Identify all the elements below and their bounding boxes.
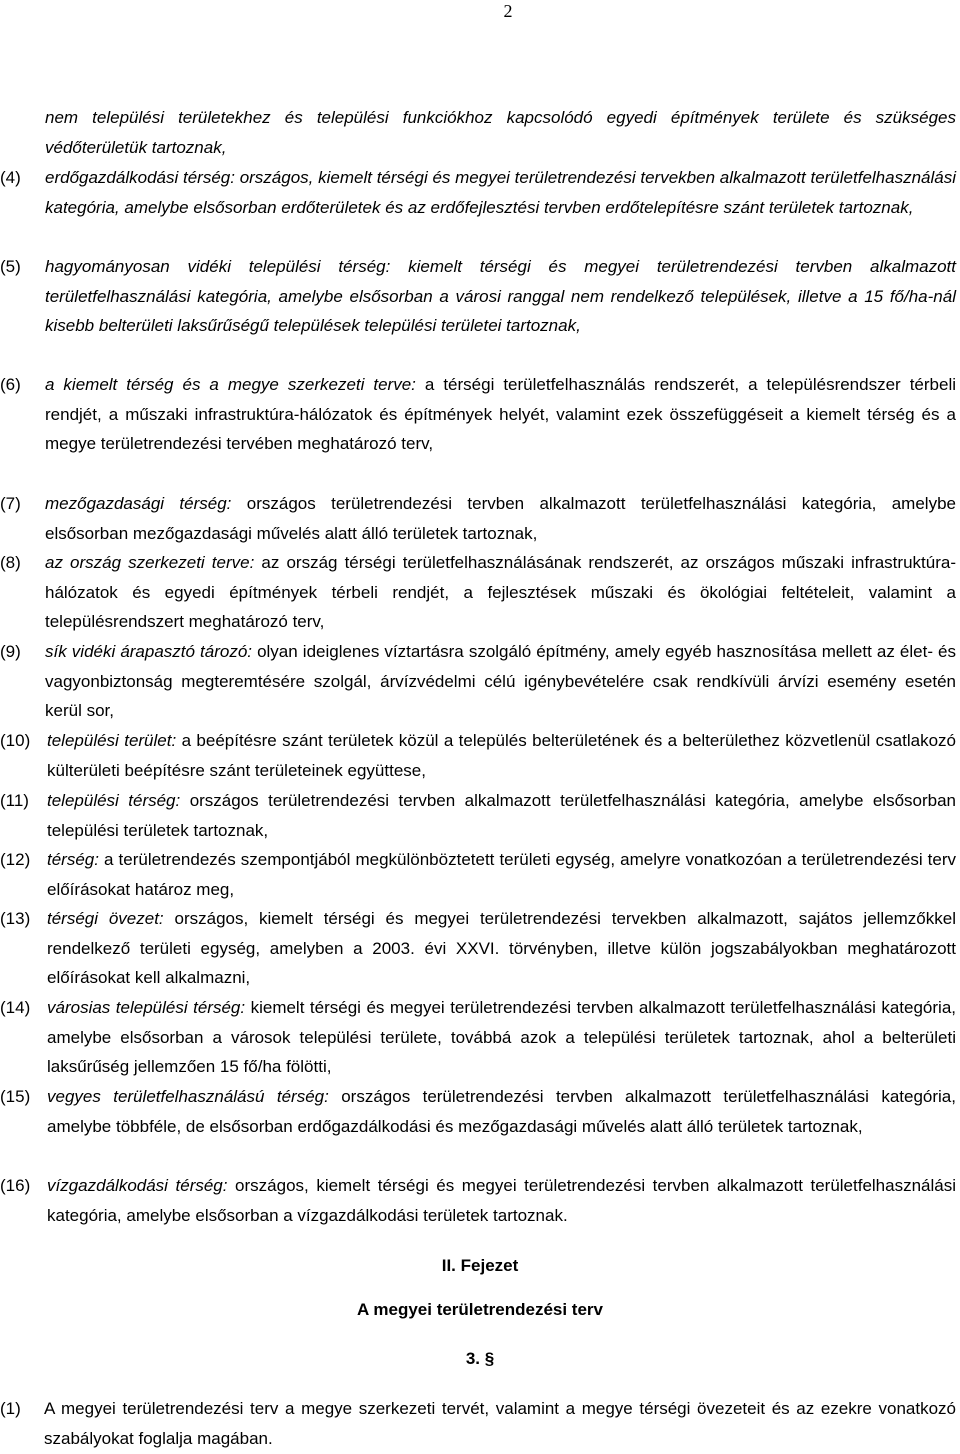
definition-text: a beépítésre szánt területek közül a település belterületének és a belterülethez közvetlenül csatlakozó külterületi beépítésre szánt területeinek együttese, bbox=[47, 731, 956, 780]
section-number: 3. § bbox=[465, 1349, 495, 1368]
definition-paragraph bbox=[0, 904, 960, 993]
paragraph-number: (9) bbox=[0, 642, 21, 661]
definition-text: országos, kiemelt térségi és megyei területrendezési tervben alkalmazott területfelhasználási kategória, amelybe elsősorban a vízgazdálkodási területek tartoznak. bbox=[47, 1176, 957, 1225]
definition-text: kiemelt térségi és megyei területrendezési tervben alkalmazott területfelhasználási kategória, amelybe elsősorban a városok települési területe, továbbá azok a települési területek tartoznak, ahol a belterületi laksűrűség jellemzően 15 fő/ha fölötti, bbox=[47, 998, 956, 1076]
paragraph-number: (6) bbox=[0, 375, 21, 394]
paragraph-body bbox=[45, 252, 956, 341]
paragraph-number: (10) bbox=[0, 731, 31, 750]
final-paragraph bbox=[0, 1394, 960, 1453]
paragraph-body bbox=[47, 993, 956, 1082]
paragraph-body bbox=[47, 845, 956, 904]
defined-term: mezőgazdasági térség: bbox=[45, 494, 232, 513]
paragraph-number: (1) bbox=[0, 1399, 21, 1418]
paragraph-text: A megyei területrendezési terv a megye szerkezeti tervét, valamint a megye térségi övezeteit és az ezekre vonatkozó szabályokat foglalja magában. bbox=[44, 1399, 956, 1448]
defined-term: vízgazdálkodási térség: bbox=[47, 1176, 228, 1195]
paragraph-body bbox=[47, 904, 956, 993]
definition-paragraph bbox=[0, 993, 960, 1082]
definition-text: országos, kiemelt térségi és megyei területrendezési tervekben alkalmazott, sajátos jellemzőkkel rendelkező területi egység, amelyben a 2003. évi XXVI. törvényben, illetve külön jogszabályokban meghatározott előírásokat kell alkalmazni, bbox=[47, 909, 956, 987]
paragraph-body bbox=[47, 726, 956, 785]
paragraph-number: (15) bbox=[0, 1087, 31, 1106]
paragraph-number: (4) bbox=[0, 168, 21, 187]
paragraph-body bbox=[47, 1171, 956, 1230]
paragraph-body bbox=[45, 103, 956, 162]
paragraph-number: (8) bbox=[0, 553, 21, 572]
defined-term: városias települési térség: bbox=[47, 998, 246, 1017]
definition-text: országos területrendezési tervben alkalmazott területfelhasználási kategória, amelybe elsősorban települési területek tartoznak, bbox=[47, 791, 957, 840]
paragraph-number: (16) bbox=[0, 1176, 31, 1195]
defined-term: vegyes területfelhasználású térség: bbox=[47, 1087, 329, 1106]
defined-term: települési terület: bbox=[47, 731, 177, 750]
definition-text: a területrendezés szempontjából megkülönböztetett területi egység, amelyre vonatkozóan a területrendezési terv előírásokat határoz meg, bbox=[47, 850, 956, 899]
paragraph-number: (13) bbox=[0, 909, 31, 928]
definition-paragraph bbox=[0, 163, 960, 222]
paragraph-body bbox=[45, 163, 956, 222]
defined-term: sík vidéki árapasztó tározó: bbox=[45, 642, 253, 661]
definition-text: országos területrendezési tervben alkalmazott területfelhasználási kategória, amelybe többféle, de elsősorban erdőgazdálkodási és mezőgazdasági művelés alatt álló területek tartoznak, bbox=[47, 1087, 956, 1136]
paragraph-number: (5) bbox=[0, 257, 21, 276]
paragraph-number: (7) bbox=[0, 494, 21, 513]
page-number: 2 bbox=[503, 1, 513, 21]
definition-paragraph bbox=[0, 786, 960, 845]
definition-paragraph bbox=[0, 1082, 960, 1141]
defined-term: települési térség: bbox=[47, 791, 181, 810]
definition-paragraph bbox=[0, 370, 960, 459]
definition-paragraph bbox=[0, 845, 960, 904]
paragraph-body bbox=[47, 1082, 956, 1141]
definition-paragraph bbox=[0, 726, 960, 785]
definition-text: a térségi területfelhasználás rendszerét, a településrendszer térbeli rendjét, a műszaki infrastruktúra-hálózatok és építmények helyét, valamint ezek összefüggéseit a kiemelt térség és a megye területrendezési tervében meghatározó terv, bbox=[45, 375, 956, 453]
definition-text: az ország térségi területfelhasználásának rendszerét, az országos műszaki infrastruktúra-hálózatok és egyedi építmények térbeli rendjét, a fejlesztések műszaki és ökológiai feltételeit, valamint a településrendszert meghatározó terv, bbox=[45, 553, 956, 631]
definition-paragraph bbox=[0, 1171, 960, 1230]
definition-paragraph bbox=[0, 548, 960, 637]
definition-paragraph bbox=[0, 103, 960, 162]
defined-term: a kiemelt térség és a megye szerkezeti terve: bbox=[45, 375, 416, 394]
defined-term: térség: bbox=[47, 850, 99, 869]
defined-term: nem települési területekhez és települési funkciókhoz kapcsolódó egyedi építmények területe és szükséges védőterületük tartoznak, bbox=[45, 108, 956, 157]
chapter-title: A megyei területrendezési terv bbox=[357, 1300, 603, 1319]
definition-text: olyan ideiglenes víztartásra szolgáló építmény, amely egyéb hasznosítása mellett az élet- és vagyonbiztonság megteremtésére szolgál, árvízvédelmi célú igénybevételére csak rendkívüli árvízi esemény esetén kerül sor, bbox=[45, 642, 956, 720]
paragraph-body bbox=[47, 786, 956, 845]
definition-paragraph bbox=[0, 637, 960, 726]
definition-paragraph bbox=[0, 489, 960, 548]
paragraph-number: (14) bbox=[0, 998, 31, 1017]
paragraph-body bbox=[45, 637, 956, 726]
paragraph-body bbox=[45, 370, 956, 459]
chapter-number: II. Fejezet bbox=[441, 1256, 519, 1275]
defined-term: térségi övezet: bbox=[47, 909, 164, 928]
paragraph-body bbox=[45, 489, 956, 548]
definition-paragraph bbox=[0, 252, 960, 341]
defined-term: hagyományosan vidéki települési térség: kiemelt térségi és megyei területrendezési tervben alkalmazott területfelhasználási kategória, amelybe elsősorban a városi ranggal nem rendelkező települések, illetve a 15 fő/ha-nál kisebb belterületi laksűrűségű települések települési területei tartoznak, bbox=[45, 257, 956, 335]
paragraph-number: (12) bbox=[0, 850, 31, 869]
defined-term: az ország szerkezeti terve: bbox=[45, 553, 255, 572]
defined-term: erdőgazdálkodási térség: országos, kiemelt térségi és megyei területrendezési tervekben alkalmazott területfelhasználási kategória, amelybe elsősorban erdőterületek és az erdőfejlesztési tervben erdőtelepítésre szánt területek tartoznak, bbox=[45, 168, 956, 217]
paragraph-number: (11) bbox=[0, 791, 29, 810]
definition-text: országos területrendezési tervben alkalmazott területfelhasználási kategória, amelybe elsősorban mezőgazdasági művelés alatt álló területek tartoznak, bbox=[45, 494, 956, 543]
paragraph-body bbox=[45, 548, 956, 637]
